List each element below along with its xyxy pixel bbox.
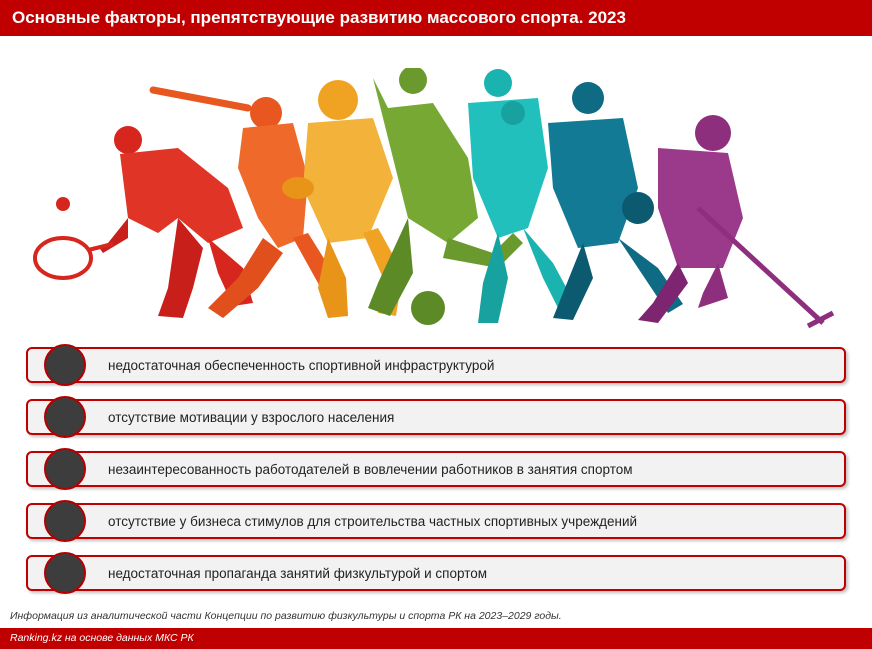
- factor-label: недостаточная обеспеченность спортивной инфраструктурой: [108, 358, 495, 373]
- page-title: [0, 0, 872, 36]
- bullet-circle-icon: [44, 344, 86, 386]
- page-title-text: Основные факторы, препятствующие развитию массового спорта. 2023: [12, 8, 626, 27]
- bullet-circle-icon: [44, 448, 86, 490]
- footer-credit: Ranking.kz на основе данных МКС РК: [0, 628, 872, 649]
- factor-item-4: [26, 503, 846, 539]
- factor-label: отсутствие мотивации у взрослого населения: [108, 410, 395, 425]
- factor-label: незаинтересованность работодателей в вовлечении работников в занятия спортом: [108, 462, 633, 477]
- sports-silhouettes-icon: [28, 68, 848, 330]
- source-note: Информация из аналитической части Концепции по развитию физкультуры и спорта РК на 2023–2029 годы.: [10, 610, 562, 622]
- bullet-circle-icon: [44, 500, 86, 542]
- factor-item-5: [26, 555, 846, 591]
- factor-item-3: [26, 451, 846, 487]
- bullet-circle-icon: [44, 552, 86, 594]
- factor-label: недостаточная пропаганда занятий физкультурой и спортом: [108, 566, 488, 581]
- tennis-player-icon: [35, 126, 253, 318]
- factor-item-1: [26, 347, 846, 383]
- bullet-circle-icon: [44, 396, 86, 438]
- hockey-player-icon: [638, 115, 833, 326]
- factor-label: отсутствие у бизнеса стимулов для строительства частных спортивных учреждений: [108, 514, 638, 529]
- factor-item-2: [26, 399, 846, 435]
